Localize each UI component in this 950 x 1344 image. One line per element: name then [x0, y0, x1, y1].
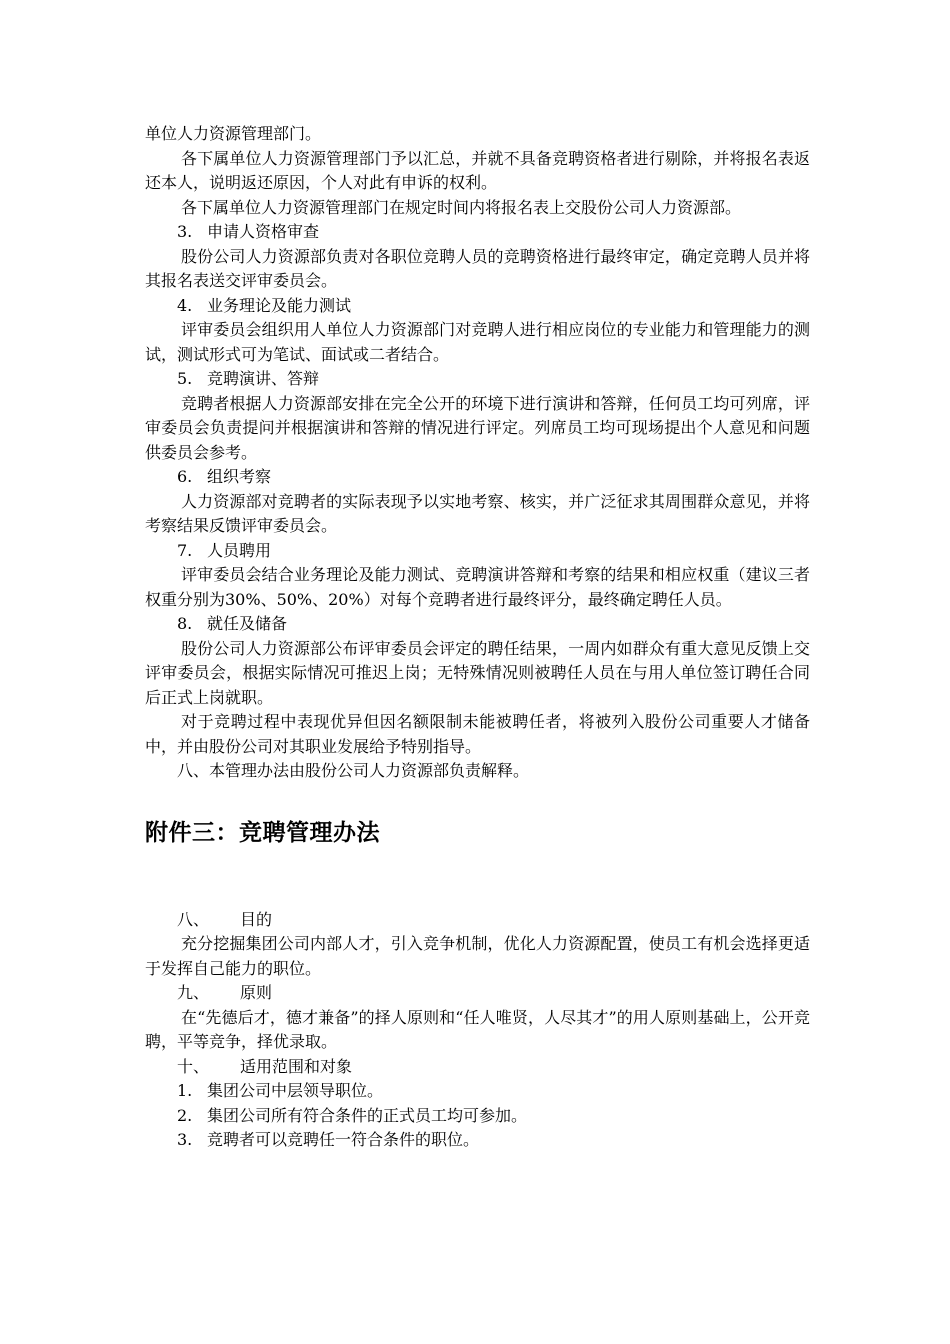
numbered-item [145, 220, 810, 245]
paragraph: 人力资源部对竞聘者的实际表现予以实地考察、核实，并广泛征求其周围群众意见，并将考察结果反馈评审委员会。 [145, 491, 810, 535]
item-text: 申请人资格审查 [207, 222, 320, 241]
item-text: 适用范围和对象 [240, 1056, 353, 1076]
numbered-item [145, 1128, 810, 1153]
item-number: 3. [177, 222, 193, 241]
item-number: 8. [177, 614, 193, 633]
item-text: 集团公司所有符合条件的正式员工均可参加。 [207, 1105, 528, 1125]
paragraph: 竞聘者根据人力资源部安排在完全公开的环境下进行演讲和答辩，任何员工均可列席，评审委员会负责提问并根据演讲和答辩的情况进行评定。列席员工均可现场提出个人意见和问题供委员会参考。 [145, 393, 810, 462]
item-number: 6. [177, 467, 193, 486]
item-text: 竞聘者可以竞聘任一符合条件的职位。 [207, 1130, 480, 1149]
item-text: 组织考察 [207, 467, 272, 486]
item-number: 7. [177, 540, 193, 560]
numbered-item [145, 294, 810, 319]
paragraph: 各下属单位人力资源管理部门予以汇总，并就不具备竞聘资格者进行剔除，并将报名表返还本人，说明返还原因，个人对此有申诉的权利。 [145, 148, 810, 192]
item-number: 3. [177, 1130, 193, 1149]
paragraph: 股份公司人力资源部公布评审委员会评定的聘任结果，一周内如群众有重大意见反馈上交评审委员会，根据实际情况可推迟上岗；无特殊情况则被聘任人员在与用人单位签订聘任合同后正式上岗就职。 [145, 638, 810, 707]
item-number: 1. [177, 1081, 193, 1100]
section-after-heading [145, 908, 810, 1153]
item-number: 4. [177, 295, 193, 315]
paragraph: 评审委员会结合业务理论及能力测试、竞聘演讲答辩和考察的结果和相应权重（建议三者权重分别为30%、50%、20%）对每个竞聘者进行最终评分，最终确定聘任人员。 [145, 565, 810, 609]
item-number: 5. [177, 369, 193, 388]
numbered-item [145, 1079, 810, 1104]
item-number: 九、 [177, 983, 210, 1002]
numbered-item [145, 1104, 810, 1129]
paragraph: 各下属单位人力资源管理部门在规定时间内将报名表上交股份公司人力资源部。 [181, 197, 742, 217]
numbered-item [145, 367, 810, 392]
paragraph: 在“先德后才，德才兼备”的择人原则和“任人唯贤，人尽其才”的用人原则基础上，公开竞聘，平等竞争，择优录取。 [145, 1007, 810, 1051]
numbered-item [145, 539, 810, 564]
section-heading [145, 981, 810, 1006]
paragraph: 充分挖掘集团公司内部人才，引入竞争机制，优化人力资源配置，使员工有机会选择更适于发挥自己能力的职位。 [145, 934, 810, 978]
item-text: 目的 [240, 909, 273, 929]
item-number: 2. [177, 1105, 193, 1125]
section-before-heading [145, 122, 810, 784]
item-text: 竞聘演讲、答辩 [207, 369, 320, 388]
item-text: 原则 [240, 983, 273, 1002]
numbered-item [145, 612, 810, 637]
paragraph: 对于竞聘过程中表现优异但因名额限制未能被聘任者，将被列入股份公司重要人才储备中，并由股份公司对其职业发展给予特别指导。 [145, 712, 810, 756]
item-text: 集团公司中层领导职位。 [207, 1081, 384, 1100]
paragraph: 评审委员会组织用人单位人力资源部门对竞聘人进行相应岗位的专业能力和管理能力的测试，测试形式可为笔试、面试或二者结合。 [145, 320, 810, 364]
appendix-heading: 附件三：竞聘管理办法 [145, 819, 380, 846]
paragraph: 八、本管理办法由股份公司人力资源部负责解释。 [177, 761, 530, 780]
section-heading [145, 1055, 810, 1080]
heading-spacer [145, 850, 810, 908]
section-heading [145, 908, 810, 933]
paragraph: 单位人力资源管理部门。 [145, 124, 322, 143]
item-text: 就任及储备 [207, 614, 288, 633]
paragraph: 股份公司人力资源部负责对各职位竞聘人员的竞聘资格进行最终审定，确定竞聘人员并将其报名表送交评审委员会。 [145, 246, 810, 290]
item-text: 业务理论及能力测试 [207, 295, 352, 315]
item-text: 人员聘用 [207, 540, 272, 560]
item-number: 八、 [177, 909, 210, 929]
numbered-item [145, 465, 810, 490]
item-number: 十、 [177, 1056, 210, 1076]
document-body [145, 122, 810, 1153]
